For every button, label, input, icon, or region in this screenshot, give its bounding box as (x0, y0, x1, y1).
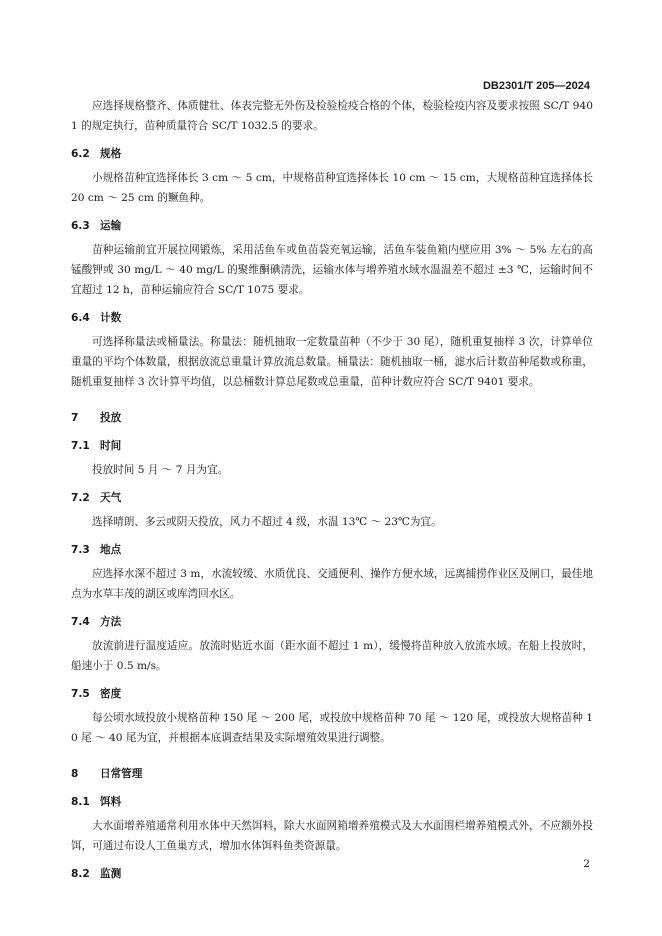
paragraph: 苗种运输前宜开展拉网锻炼，采用活鱼车或鱼苗袋充氧运输，活鱼车装鱼箱内壁应用 3% ～ 5% 左右的高锰酸钾或 30 mg/L ～ 40 mg/L 的聚维酮碘清洗，运输水体与增养殖水域水温温差不超过 ±3 ℃，运输时间不宜超过 12 h，苗种运输应符合 SC/T 1075 要求。 (71, 244, 593, 296)
subsection-heading (71, 144, 593, 164)
heading-title: 计数 (100, 312, 122, 324)
heading-title: 地点 (100, 544, 122, 556)
heading-number: 7.5 (71, 688, 90, 700)
paragraph: 应选择规格整齐、体质健壮、体表完整无外伤及检验检疫合格的个体，检验检疫内容及要求按照 SC/T 9401 的规定执行，苗种质量符合 SC/T 1032.5 的要求。 (71, 100, 593, 132)
heading-number: 6.3 (71, 220, 90, 232)
heading-title: 规格 (100, 148, 122, 160)
subsection-heading (71, 612, 593, 632)
paragraph: 投放时间 5 月 ～ 7 月为宜。 (92, 464, 229, 476)
subsection-heading (71, 684, 593, 704)
heading-title: 日常管理 (100, 768, 143, 780)
section-heading (71, 764, 593, 784)
heading-number: 6.2 (71, 148, 90, 160)
heading-number: 7 (71, 412, 79, 424)
heading-title: 运输 (100, 220, 122, 232)
heading-title: 方法 (100, 616, 122, 628)
subsection-heading (71, 864, 593, 884)
heading-title: 天气 (100, 492, 122, 504)
subsection-heading (71, 540, 593, 560)
page-number: 2 (583, 858, 590, 870)
heading-number: 8 (71, 768, 79, 780)
paragraph: 选择晴朗、多云或阴天投放，风力不超过 4 级，水温 13℃ ～ 23℃为宜。 (92, 516, 442, 528)
subsection-heading (71, 488, 593, 508)
heading-number: 8.2 (71, 868, 90, 880)
paragraph: 大水面增养殖通常利用水体中天然饵料，除大水面网箱增养殖模式及大水面围栏增养殖模式外，不应额外投饵，可通过布设人工鱼巢方式，增加水体饵料鱼类资源量。 (71, 820, 593, 852)
heading-title: 投放 (100, 412, 122, 424)
heading-number: 7.4 (71, 616, 90, 628)
heading-number: 6.4 (71, 312, 90, 324)
heading-title: 饵料 (100, 796, 122, 808)
subsection-heading (71, 792, 593, 812)
heading-number: 7.2 (71, 492, 90, 504)
heading-number: 8.1 (71, 796, 90, 808)
paragraph: 放流前进行温度适应。放流时贴近水面（距水面不超过 1 m），缓慢将苗种放入放流水域。在船上投放时，船速小于 0.5 m/s。 (71, 640, 593, 672)
section-heading (71, 408, 593, 428)
paragraph: 应选择水深不超过 3 m，水流较缓、水质优良、交通便利、操作方便水域，远离捕捞作业区及闸口，最佳地点为水草丰茂的湖区或库湾回水区。 (71, 568, 593, 600)
heading-title: 时间 (100, 440, 122, 452)
paragraph: 每公顷水域投放小规格苗种 150 尾 ～ 200 尾，或投放中规格苗种 70 尾 ～ 120 尾，或投放大规格苗种 10 尾 ～ 40 尾为宜，并根据本底调查结果及实际增殖效果进行调整。 (71, 712, 593, 744)
document-code: DB2301/T 205—2024 (482, 80, 590, 92)
paragraph: 可选择称量法或桶量法。称量法：随机抽取一定数量苗种（不少于 30 尾），随机重复抽样 3 次，计算单位重量的平均个体数量，根据放流总重量计算放流总数量。桶量法：随机抽取一桶，滤水后计数苗种尾数或称重，随机重复抽样 3 次计算平均值，以总桶数计算总尾数或总重量，苗种计数应符合 SC/T 9401 要求。 (71, 336, 593, 388)
heading-number: 7.3 (71, 544, 90, 556)
heading-title: 监测 (100, 868, 122, 880)
paragraph: 小规格苗种宜选择体长 3 cm ～ 5 cm，中规格苗种宜选择体长 10 cm ～ 15 cm，大规格苗种宜选择体长 20 cm ～ 25 cm 的鳜鱼种。 (71, 172, 593, 204)
subsection-heading (71, 216, 593, 236)
subsection-heading (71, 308, 593, 328)
heading-number: 7.1 (71, 440, 90, 452)
subsection-heading (71, 436, 593, 456)
heading-title: 密度 (100, 688, 122, 700)
document-body (71, 96, 593, 888)
